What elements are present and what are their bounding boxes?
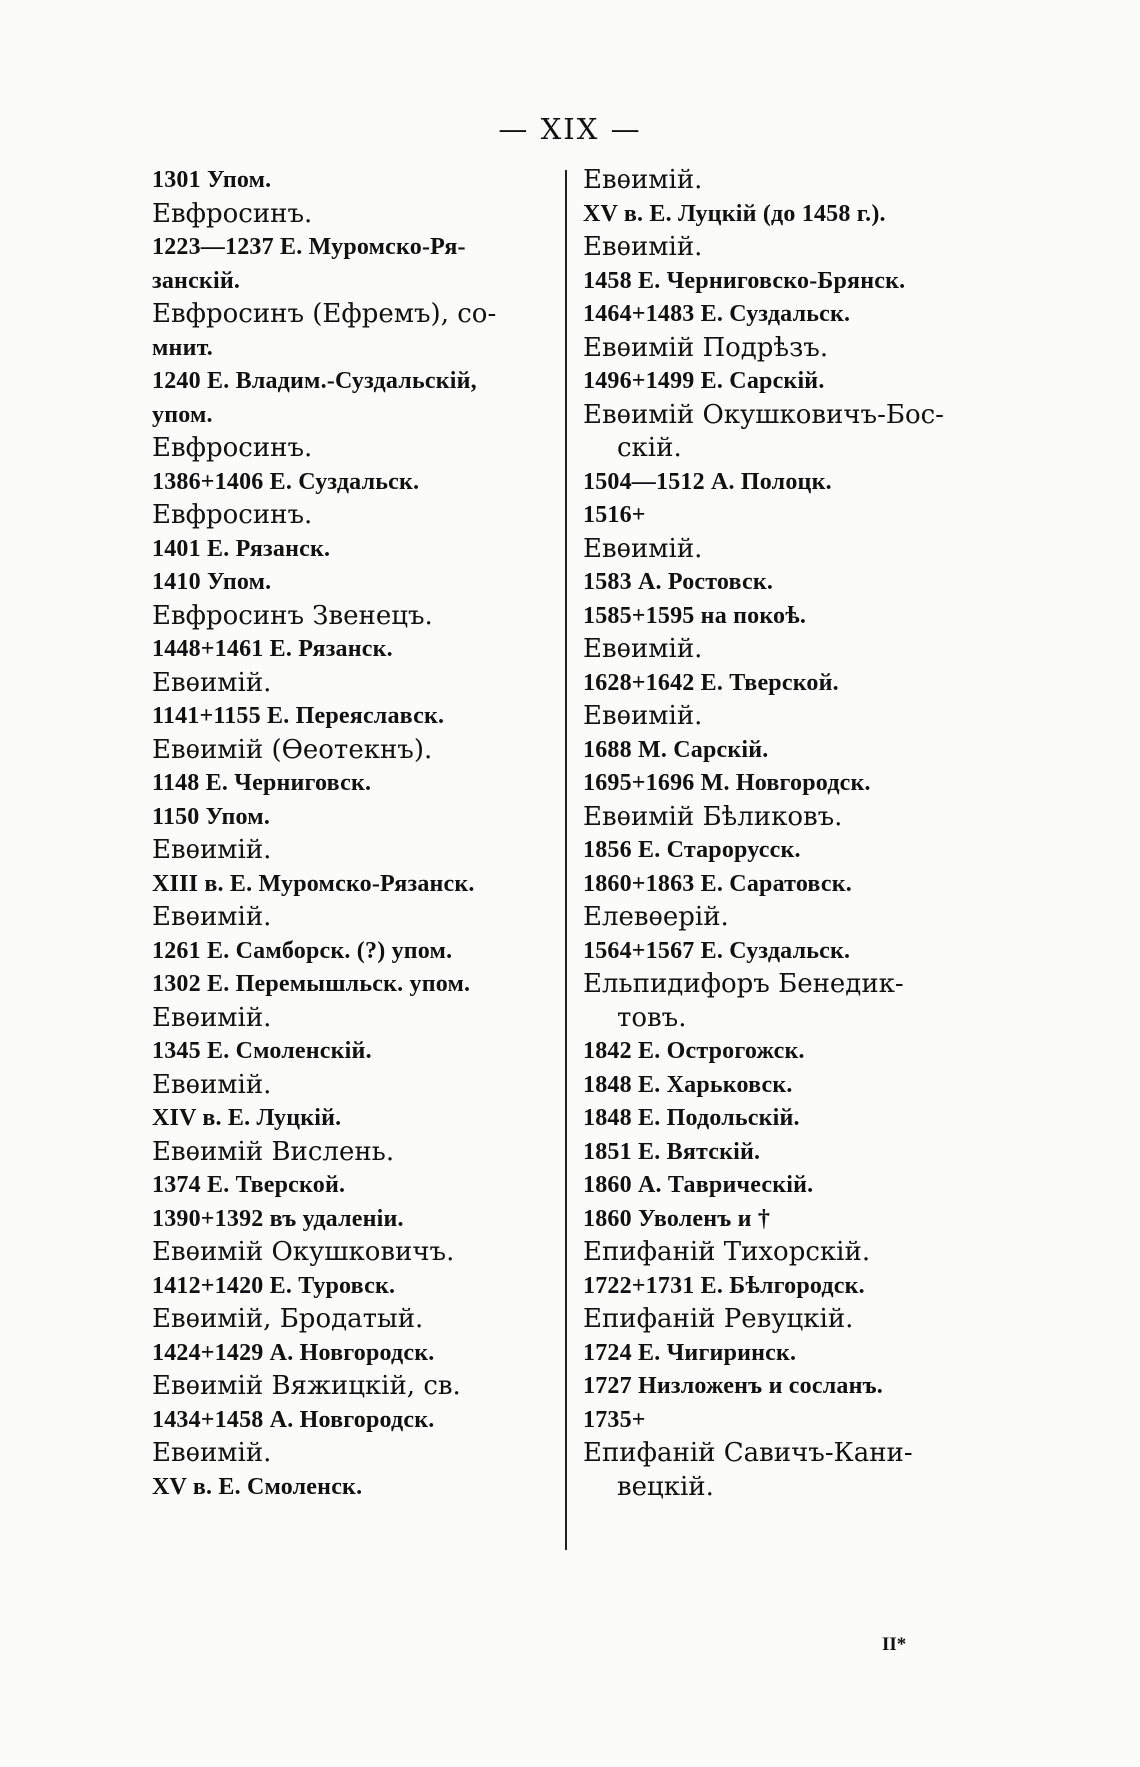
entry-line: 1301 Упом. [152,167,272,193]
right-column [583,164,988,1504]
entry-line: занскій. [152,267,241,294]
entry-line: 1496+1499 Е. Сарскій. [583,368,825,394]
name-heading: Евфросинъ Звенецъ. [152,600,433,631]
entry-line: 1148 Е. Черниговск. [152,770,372,796]
entry-line: 1842 Е. Острогожск. [583,1038,805,1064]
entry-line: 1504—1512 А. Полоцк. [583,468,832,495]
name-heading: Евѳимій. [583,165,703,195]
entry-line: 1150 Упом. [152,803,271,830]
entry-line: 1848 Е. Подольскій. [583,1105,800,1131]
entry-line: 1722+1731 Е. Бѣлгородск. [583,1272,865,1299]
entry-line: XIII в. Е. Муромско-Рязанск. [152,870,475,897]
entry-line: 1727 Низложенъ и сосланъ. [583,1373,883,1399]
name-heading: Евѳимій, Бродатый. [152,1304,424,1334]
entry-line: 1688 М. Сарскій. [583,736,769,763]
entry-line: мнит. [152,334,213,361]
name-heading: Епифаній Савичъ-Кани- [583,1438,913,1468]
name-heading: Евѳимій. [583,232,703,262]
entry-line: 1401 Е. Рязанск. [152,535,331,562]
entry-line: 1695+1696 М. Новгородск. [583,770,871,796]
name-heading: Евѳимій Окушковичъ. [152,1237,455,1267]
entry-line: 1848 Е. Харьковск. [583,1071,793,1098]
entry-line: 1585+1595 на покоѣ. [583,602,807,629]
name-heading: товъ. [617,1002,687,1033]
entry-line: 1223—1237 Е. Муромско-Ря- [152,234,466,260]
name-heading: Евѳимій Окушковичъ-Бос- [583,399,944,430]
name-heading: Евѳимій. [152,1069,272,1100]
entry-line: 1583 А. Ростовск. [583,569,774,595]
entry-line: 1412+1420 Е. Туровск. [152,1272,396,1299]
entry-line: 1448+1461 Е. Рязанск. [152,636,393,662]
entry-line: 1302 Е. Перемышльск. упом. [152,971,471,997]
entry-line: XV в. Е. Смоленск. [152,1473,363,1500]
entry-line: 1141+1155 Е. Переяславск. [152,703,445,729]
left-column [152,164,547,1504]
entry-line: 1860 Уволенъ и † [583,1205,771,1232]
name-heading: Евфросинъ. [152,500,313,530]
name-heading: Евѳимій. [152,835,272,865]
entry-line: 1856 Е. Старорусск. [583,837,801,863]
entry-line: 1434+1458 А. Новгородск. [152,1406,435,1433]
entry-line: 1516+ [583,502,646,528]
name-heading: Елевѳерій. [583,902,729,932]
entry-line: 1424+1429 А. Новгородск. [152,1339,435,1366]
entry-line: 1240 Е. Владим.-Суздальскій, [152,368,477,394]
name-heading: вецкій. [617,1471,714,1502]
name-heading: Ельпидифоръ Бенедик- [583,969,904,999]
name-heading: Евѳимій. [152,1438,272,1468]
entry-line: 1851 Е. Вятскій. [583,1138,761,1165]
name-heading: Евѳимій. [152,667,272,698]
name-heading: Евѳимій. [583,701,703,731]
page-header: — XIX — [498,112,642,146]
entry-line: 1564+1567 Е. Суздальск. [583,937,851,964]
name-heading: Епифаній Тихорскій. [583,1237,871,1267]
entry-line: 1261 Е. Самборск. (?) упом. [152,937,453,964]
name-heading: Епифаній Ревуцкій. [583,1304,854,1334]
entry-line: 1628+1642 Е. Тверской. [583,669,839,696]
name-heading: Евѳимій (Ѳеотекнъ). [152,734,433,765]
name-heading: Евѳимій. [152,902,272,932]
signature-mark: II* [882,1634,907,1655]
entry-line: XV в. Е. Луцкій (до 1458 г.). [583,200,886,227]
name-heading: Евфросинъ. [152,433,313,463]
name-heading: Евѳимій. [152,1002,272,1033]
name-heading: скій. [617,433,682,463]
entry-line: 1724 Е. Чигиринск. [583,1339,797,1366]
entry-line: упом. [152,401,213,428]
entry-line: 1464+1483 Е. Суздальск. [583,301,851,327]
entry-line: 1458 Е. Черниговско-Брянск. [583,267,906,294]
entry-line: 1345 Е. Смоленскій. [152,1038,372,1064]
column-divider [565,170,567,1550]
name-heading: Евѳимій. [583,634,703,664]
name-heading: Евѳимій Вислень. [152,1136,395,1167]
name-heading: Евѳимій Бѣликовъ. [583,801,843,832]
name-heading: Евфросинъ (Ефремъ), со- [152,299,497,329]
entry-line: 1410 Упом. [152,569,272,595]
name-heading: Евфросинъ. [152,198,313,229]
entry-line: XIV в. Е. Луцкій. [152,1105,342,1131]
entry-line: 1735+ [583,1406,646,1433]
entry-line: 1860+1863 Е. Саратовск. [583,870,852,897]
entry-line: 1386+1406 Е. Суздальск. [152,468,420,495]
entry-line: 1860 А. Таврическій. [583,1172,814,1198]
entry-line: 1390+1392 въ удаленіи. [152,1205,404,1232]
name-heading: Евѳимій. [583,533,703,564]
name-heading: Евѳимій Подрѣзъ. [583,332,829,363]
entry-line: 1374 Е. Тверской. [152,1172,346,1198]
name-heading: Евѳимій Вяжицкій, св. [152,1371,461,1401]
